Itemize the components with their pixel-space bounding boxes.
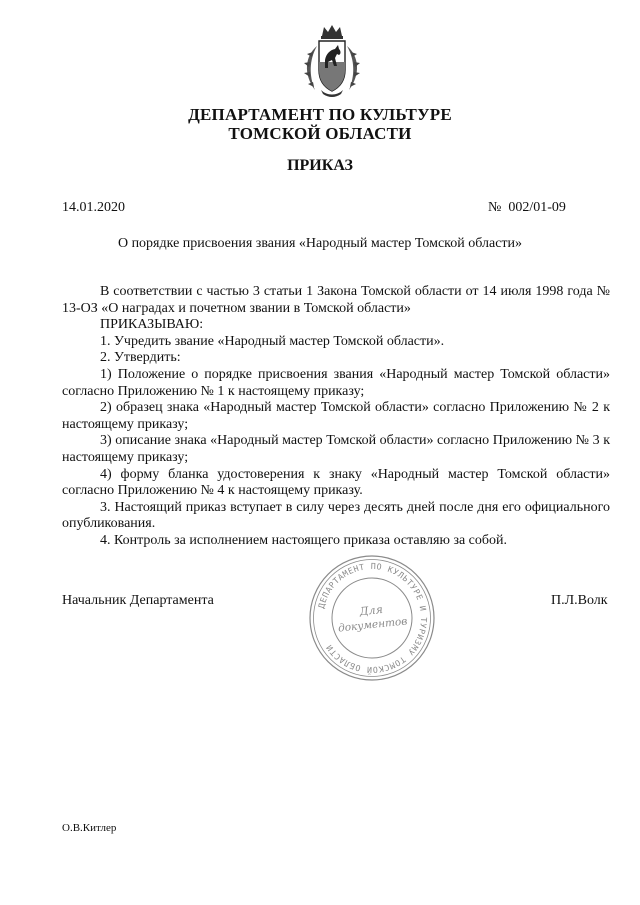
signer-name: П.Л.Волк xyxy=(551,593,608,608)
document-body xyxy=(62,284,610,550)
body-paragraph: 1. Учредить звание «Народный мастер Томской области». xyxy=(100,333,445,349)
coat-of-arms-icon xyxy=(295,22,369,100)
body-paragraph: 2. Утвердить: xyxy=(100,350,181,366)
body-paragraph: 4. Контроль за исполнением настоящего приказа оставляю за собой. xyxy=(100,532,508,548)
signer-position: Начальник Департамента xyxy=(62,593,214,608)
seal-center-line2: документов xyxy=(337,615,408,635)
coat-of-arms-graphic xyxy=(295,22,369,100)
official-seal-stamp xyxy=(306,552,438,684)
body-paragraph: 3) описание знака «Народный мастер Томской области» согласно Приложению № 3 к настоящему приказу; xyxy=(62,433,610,465)
executor-name: О.В.Китлер xyxy=(62,822,117,834)
body-paragraph: ПРИКАЗЫВАЮ: xyxy=(100,317,204,333)
seal-graphic xyxy=(306,552,438,684)
document-type: ПРИКАЗ xyxy=(287,157,353,174)
seal-ring-text: ДЕПАРТАМЕНТ ПО КУЛЬТУРЕ И ТУРИЗМУ ТОМСКОЙ ОБЛАСТИ xyxy=(316,560,430,676)
body-paragraph: 2) образец знака «Народный мастер Томской области» согласно Приложению № 2 к настоящему приказу; xyxy=(62,400,610,432)
document-number: № 002/01-09 xyxy=(488,200,566,215)
organization-name-line1: ДЕПАРТАМЕНТ ПО КУЛЬТУРЕ xyxy=(188,105,452,124)
body-paragraph: 4) форму бланка удостоверения к знаку «Народный мастер Томской области» согласно Приложению № 4 к настоящему приказу. xyxy=(62,466,610,499)
organization-name-line2: ТОМСКОЙ ОБЛАСТИ xyxy=(228,124,412,143)
body-paragraph: 1) Положение о порядке присвоения звания «Народный мастер Томской области» согласно Приложению № 1 к настоящему приказу; xyxy=(62,366,610,399)
body-paragraph: 3. Настоящий приказ вступает в силу через десять дней после дня его официального опубликования. xyxy=(62,499,610,532)
document-subject: О порядке присвоения звания «Народный мастер Томской области» xyxy=(117,236,523,251)
body-paragraph: В соответствии с частью 3 статьи 1 Закона Томской области от 14 июля 1998 года № 13-ОЗ «О наградах и почетном звании в Томской области» xyxy=(62,284,610,316)
document-date: 14.01.2020 xyxy=(62,200,125,215)
seal-center-line1: Для xyxy=(358,602,384,619)
